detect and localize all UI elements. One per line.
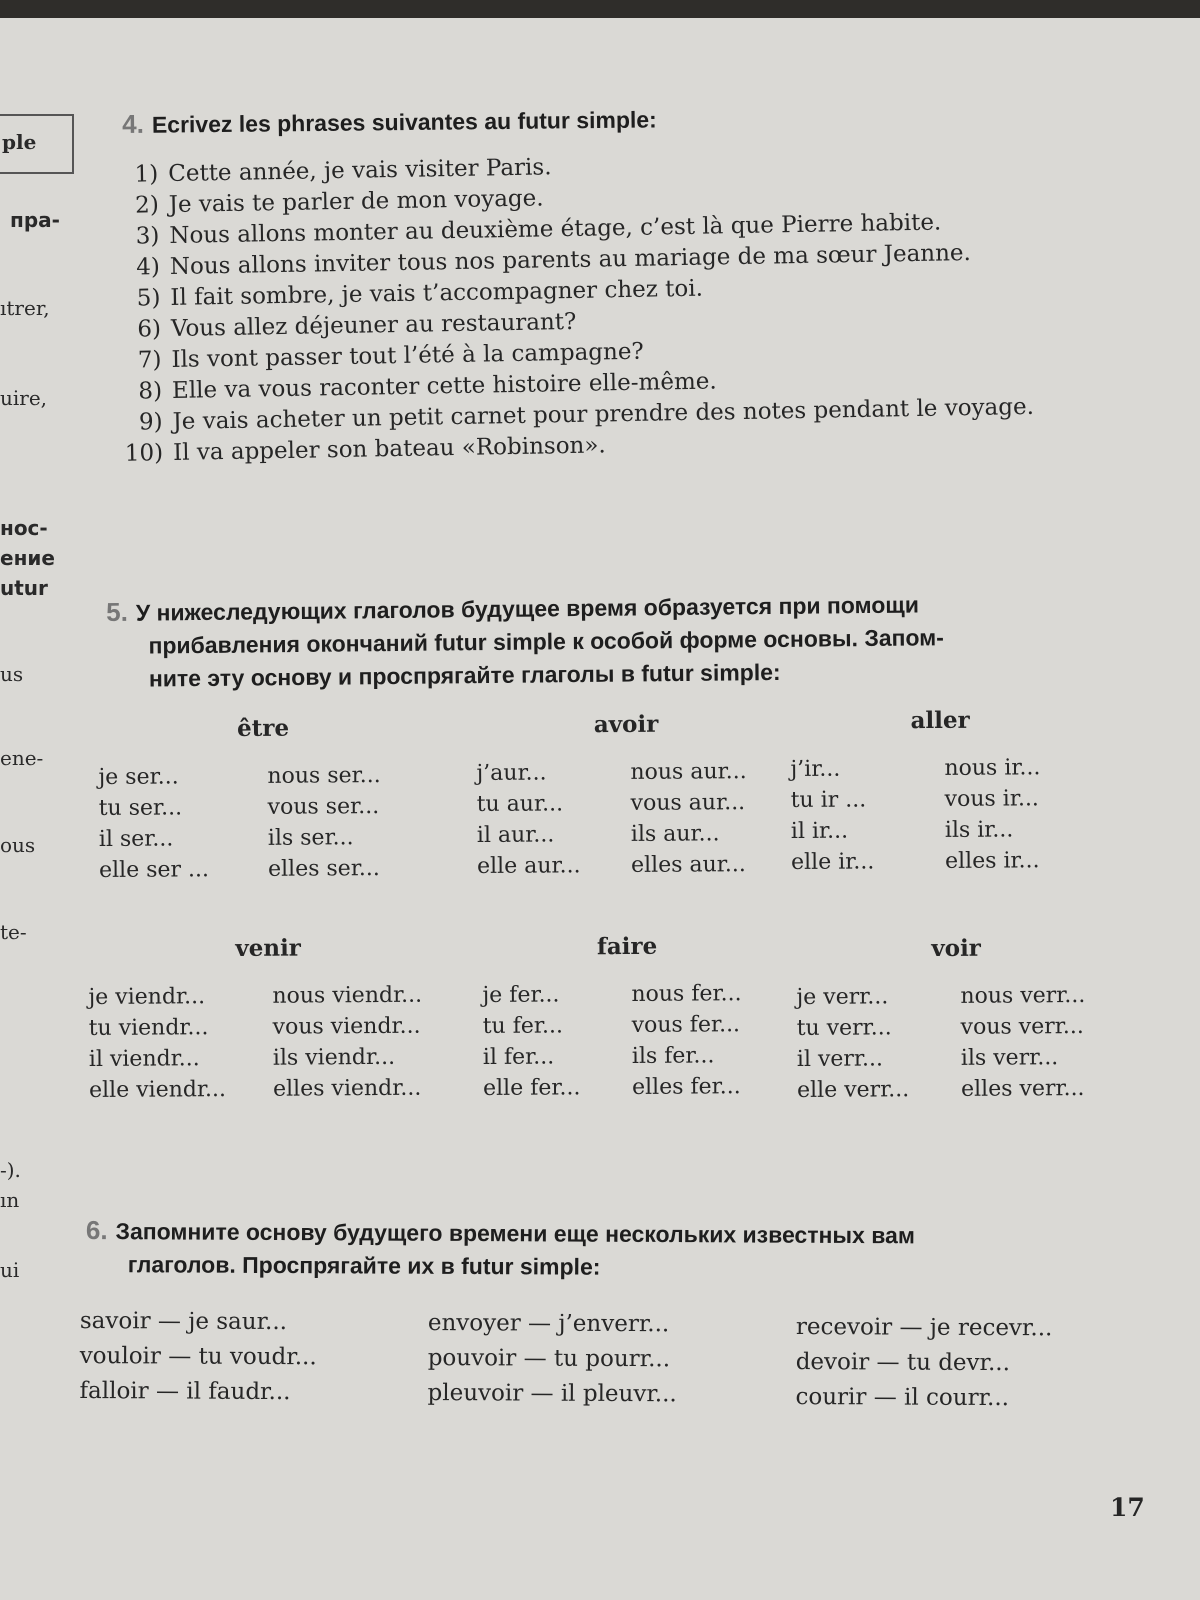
conjugation-form: ils ir... (944, 817, 1014, 843)
verb-stem-line: recevoir — je recevr... (795, 1314, 1053, 1342)
item-number: 6) (137, 316, 162, 343)
conjugation-grid (88, 982, 449, 1103)
conjugation-form: ils viendr... (272, 1044, 396, 1071)
margin-text: -). (0, 1158, 21, 1182)
verb-stem-line: vouloir — tu voudr... (79, 1342, 317, 1371)
conjugation-form: il ir... (790, 818, 849, 844)
heading-line: прибавления окончаний futur simple к особой форме основы. Запом- (148, 624, 945, 659)
conjugation-form: je fer... (482, 982, 560, 1008)
conjugation-form: tu aur... (476, 791, 564, 817)
item-text: Il va appeler son bateau «Robinson». (172, 432, 606, 466)
item-text: Je vais acheter un petit carnet pour prendre des notes pendant le voyage. (172, 393, 1035, 435)
item-number: 8) (138, 378, 163, 405)
exercise-number: 4. (122, 108, 145, 139)
verb-stem-line: pouvoir — tu pourr... (427, 1344, 671, 1373)
item-number: 9) (138, 409, 163, 436)
verb-title: aller (910, 706, 970, 735)
item-number: 4) (136, 254, 161, 281)
verb-stem-line: courir — il courr... (795, 1383, 1010, 1412)
margin-text: te- (0, 920, 27, 944)
exercise-number: 6. (85, 1215, 108, 1246)
conjugation-form: nous ir... (944, 755, 1041, 781)
item-text: Il fait sombre, je vais t’accompagner chez toi. (170, 275, 704, 311)
conjugation-form: vous verr... (960, 1013, 1084, 1040)
conjugation-form: il verr... (796, 1046, 884, 1072)
verb-title: venir (235, 934, 301, 962)
margin-text: ın (0, 1188, 20, 1212)
verb-group-avoir (476, 710, 777, 879)
exercise-6-column (795, 1310, 1052, 1416)
verb-title: avoir (593, 710, 659, 739)
conjugation-form: elle ser ... (98, 857, 210, 883)
conjugation-form: elles verr... (960, 1075, 1085, 1102)
verb-group-faire (482, 932, 773, 1101)
exercise-6-column (79, 1304, 317, 1410)
item-number: 5) (136, 285, 161, 312)
verb-group-voir (796, 934, 1117, 1103)
item-text: Nous allons inviter tous nos parents au mariage de ma sœur Jeanne. (169, 239, 972, 280)
item-number: 3) (135, 223, 160, 250)
conjugation-form: elles aur... (630, 852, 746, 878)
item-number: 2) (134, 192, 160, 219)
conjugation-grid (476, 759, 777, 879)
verb-group-aller (790, 706, 1091, 875)
conjugation-form: je viendr... (88, 984, 206, 1010)
conjugation-form: tu ser... (98, 795, 183, 821)
margin-text: us (0, 662, 24, 686)
item-text: Vous allez déjeuner au restaurant? (170, 308, 577, 342)
conjugation-form: vous aur... (630, 790, 746, 816)
conjugation-form: ils aur... (630, 821, 720, 847)
exercise-number: 5. (106, 596, 129, 627)
conjugation-form: ils fer... (631, 1043, 715, 1069)
margin-text: ple (2, 130, 37, 154)
conjugation-form: tu viendr... (88, 1015, 209, 1041)
margin-text: utur (0, 576, 48, 600)
margin-text: ui (0, 1258, 20, 1282)
exercise-4-heading (122, 102, 657, 142)
page-number: 17 (1110, 1493, 1145, 1522)
textbook-page (0, 18, 1200, 1600)
verb-title: être (236, 714, 290, 743)
margin-text: ение (0, 546, 55, 570)
item-text: Nous allons monter au deuxième étage, c’est là que Pierre habite. (169, 209, 942, 249)
exercise-title: Ecrivez les phrases suivantes au futur simple: (151, 106, 657, 138)
margin-text: ous (0, 833, 36, 857)
heading-line: ните эту основу и проспрягайте глаголы в futur simple: (148, 658, 781, 692)
verb-stem-line: savoir — je saur... (79, 1308, 288, 1336)
verb-stem-line: pleuvoir — il pleuvr... (427, 1379, 677, 1408)
exercise-6-heading (86, 1214, 1146, 1287)
conjugation-form: il ser... (98, 826, 174, 852)
conjugation-form: elle fer... (482, 1075, 581, 1101)
margin-text: пра- (10, 208, 60, 232)
conjugation-form: j’aur... (476, 760, 547, 786)
verb-stem-line: devoir — tu devr... (795, 1348, 1011, 1377)
margin-text: нос- (0, 516, 48, 540)
item-text: Je vais te parler de mon voyage. (168, 185, 544, 218)
heading-line: Запомните основу будущего времени еще нескольких известных вам (115, 1218, 915, 1249)
margin-text: ene- (0, 746, 44, 770)
conjugation-form: elle ir... (790, 849, 875, 875)
conjugation-form: je verr... (796, 984, 889, 1010)
item-text: Ils vont passer tout l’été à la campagne? (171, 338, 644, 373)
conjugation-form: j’ir... (790, 756, 841, 782)
exercise-4-list (110, 143, 1105, 470)
conjugation-form: nous viendr... (272, 982, 423, 1009)
conjugation-form: il viendr... (88, 1046, 200, 1072)
conjugation-form: il aur... (476, 822, 555, 848)
conjugation-form: nous fer... (631, 981, 742, 1007)
margin-text: uire, (0, 386, 48, 410)
conjugation-form: ils verr... (960, 1045, 1059, 1071)
conjugation-grid (482, 981, 773, 1101)
conjugation-form: nous verr... (960, 982, 1086, 1009)
item-number: 1) (134, 161, 159, 188)
conjugation-grid (796, 983, 1117, 1103)
item-text: Elle va vous raconter cette histoire elle-même. (171, 368, 717, 404)
conjugation-form: ils ser... (267, 825, 354, 851)
exercise-6-column (427, 1306, 677, 1412)
verb-group-venir (88, 933, 449, 1103)
heading-line: глаголов. Проспрягайте их в futur simple: (127, 1251, 601, 1280)
margin-text: ıtrer, (0, 296, 50, 320)
conjugation-form: elles ir... (944, 848, 1040, 874)
exercise-5-heading (106, 586, 1107, 696)
conjugation-form: il fer... (482, 1044, 555, 1070)
item-number: 7) (137, 347, 162, 374)
conjugation-form: nous aur... (630, 759, 747, 785)
conjugation-form: elles viendr... (272, 1075, 422, 1102)
verb-stem-line: envoyer — j’enverr... (427, 1310, 670, 1338)
item-text: Cette année, je vais visiter Paris. (168, 154, 552, 187)
conjugation-form: tu ir ... (790, 787, 867, 813)
conjugation-form: vous ser... (267, 794, 380, 820)
verb-title: faire (596, 932, 658, 961)
conjugation-form: vous viendr... (272, 1013, 421, 1040)
conjugation-form: elle aur... (476, 853, 581, 879)
conjugation-form: je ser... (98, 764, 179, 790)
verb-stem-line: falloir — il faudr... (79, 1377, 291, 1406)
heading-line: У нижеследующих глаголов будущее время образуется при помощи (135, 591, 920, 626)
conjugation-form: tu fer... (482, 1013, 563, 1039)
verb-group-etre (98, 714, 429, 883)
conjugation-form: tu verr... (796, 1015, 892, 1041)
conjugation-form: elle viendr... (88, 1077, 227, 1103)
conjugation-form: elles ser... (267, 856, 380, 882)
conjugation-form: nous ser... (267, 763, 381, 789)
verb-title: voir (931, 934, 981, 963)
conjugation-form: vous fer... (631, 1012, 741, 1038)
conjugation-grid (790, 755, 1091, 875)
conjugation-form: vous ir... (944, 786, 1039, 812)
conjugation-form: elles fer... (631, 1074, 741, 1100)
item-number: 10) (124, 440, 164, 467)
conjugation-form: elle verr... (796, 1077, 910, 1103)
conjugation-grid (98, 763, 429, 883)
